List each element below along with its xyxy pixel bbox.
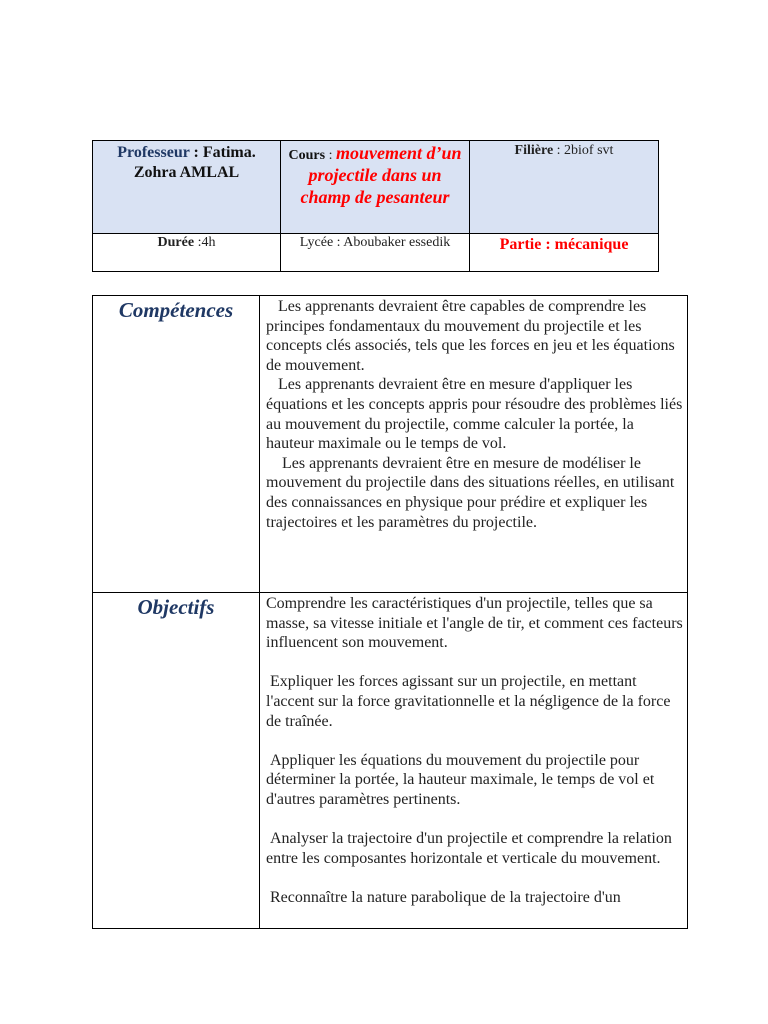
competences-paragraph: Les apprenants devraient être capables de comprendre les principes fondamentaux du mouvement du projectile et les concepts clés associés, tels que les forces en jeu et les équations de mouvement. bbox=[266, 298, 679, 374]
content-table bbox=[92, 295, 688, 929]
competences-label: Compétences bbox=[93, 296, 260, 593]
duree-cell bbox=[93, 234, 281, 272]
professeur-name: Fatima. Zohra AMLAL bbox=[133, 144, 256, 181]
duree-value: :4h bbox=[194, 235, 216, 250]
partie-cell bbox=[470, 234, 659, 272]
objectifs-paragraph: Analyser la trajectoire d'un projectile et comprendre la relation entre les composantes horizontale et verticale du mouvement. bbox=[266, 830, 676, 867]
competences-content bbox=[260, 296, 688, 593]
professeur-cell bbox=[93, 141, 281, 234]
competences-paragraph: Les apprenants devraient être en mesure d'appliquer les équations et les concepts appris pour résoudre des problèmes liés au mouvement du projectile, comme calculer la portée, la hauteur maximale ou le temps de vol. bbox=[266, 376, 687, 453]
cours-cell bbox=[281, 141, 470, 234]
header-table bbox=[92, 140, 659, 272]
lycee-text: Lycée : Aboubaker essedik bbox=[299, 235, 451, 250]
professeur-label: Professeur bbox=[117, 144, 190, 161]
objectifs-paragraph: Comprendre les caractéristiques d'un projectile, telles que sa masse, sa vitesse initiale et l'angle de tir, et comment ces facteurs influencent son mouvement. bbox=[266, 595, 687, 652]
cours-separator: : bbox=[325, 148, 336, 163]
cours-label: Cours bbox=[288, 148, 326, 163]
cours-title: mouvement d’un projectile dans un champ de pesanteur bbox=[300, 143, 462, 207]
objectifs-paragraph: Appliquer les équations du mouvement du projectile pour déterminer la portée, la hauteur maximale, le temps de vol et d'autres paramètres pertinents. bbox=[266, 751, 659, 808]
filiere-cell bbox=[470, 141, 659, 234]
objectifs-label: Objectifs bbox=[93, 593, 260, 929]
partie-text: Partie : mécanique bbox=[499, 236, 629, 253]
objectifs-content bbox=[260, 593, 688, 929]
objectifs-paragraph: Expliquer les forces agissant sur un projectile, en mettant l'accent sur la force gravitationnelle et la négligence de la force de traînée. bbox=[266, 673, 675, 730]
objectifs-paragraph: Reconnaître la nature parabolique de la trajectoire d'un bbox=[266, 888, 621, 906]
competences-paragraph: Les apprenants devraient être en mesure de modéliser le mouvement du projectile dans des situations réelles, en utilisant des connaissances en physique pour prédire et expliquer les trajectoires et les paramètres du projectile. bbox=[266, 454, 679, 531]
duree-label: Durée bbox=[157, 235, 195, 250]
lycee-cell bbox=[281, 234, 470, 272]
professeur-separator: : bbox=[189, 144, 203, 161]
filiere-value: : 2biof svt bbox=[553, 143, 614, 158]
filiere-label: Filière bbox=[514, 143, 554, 158]
